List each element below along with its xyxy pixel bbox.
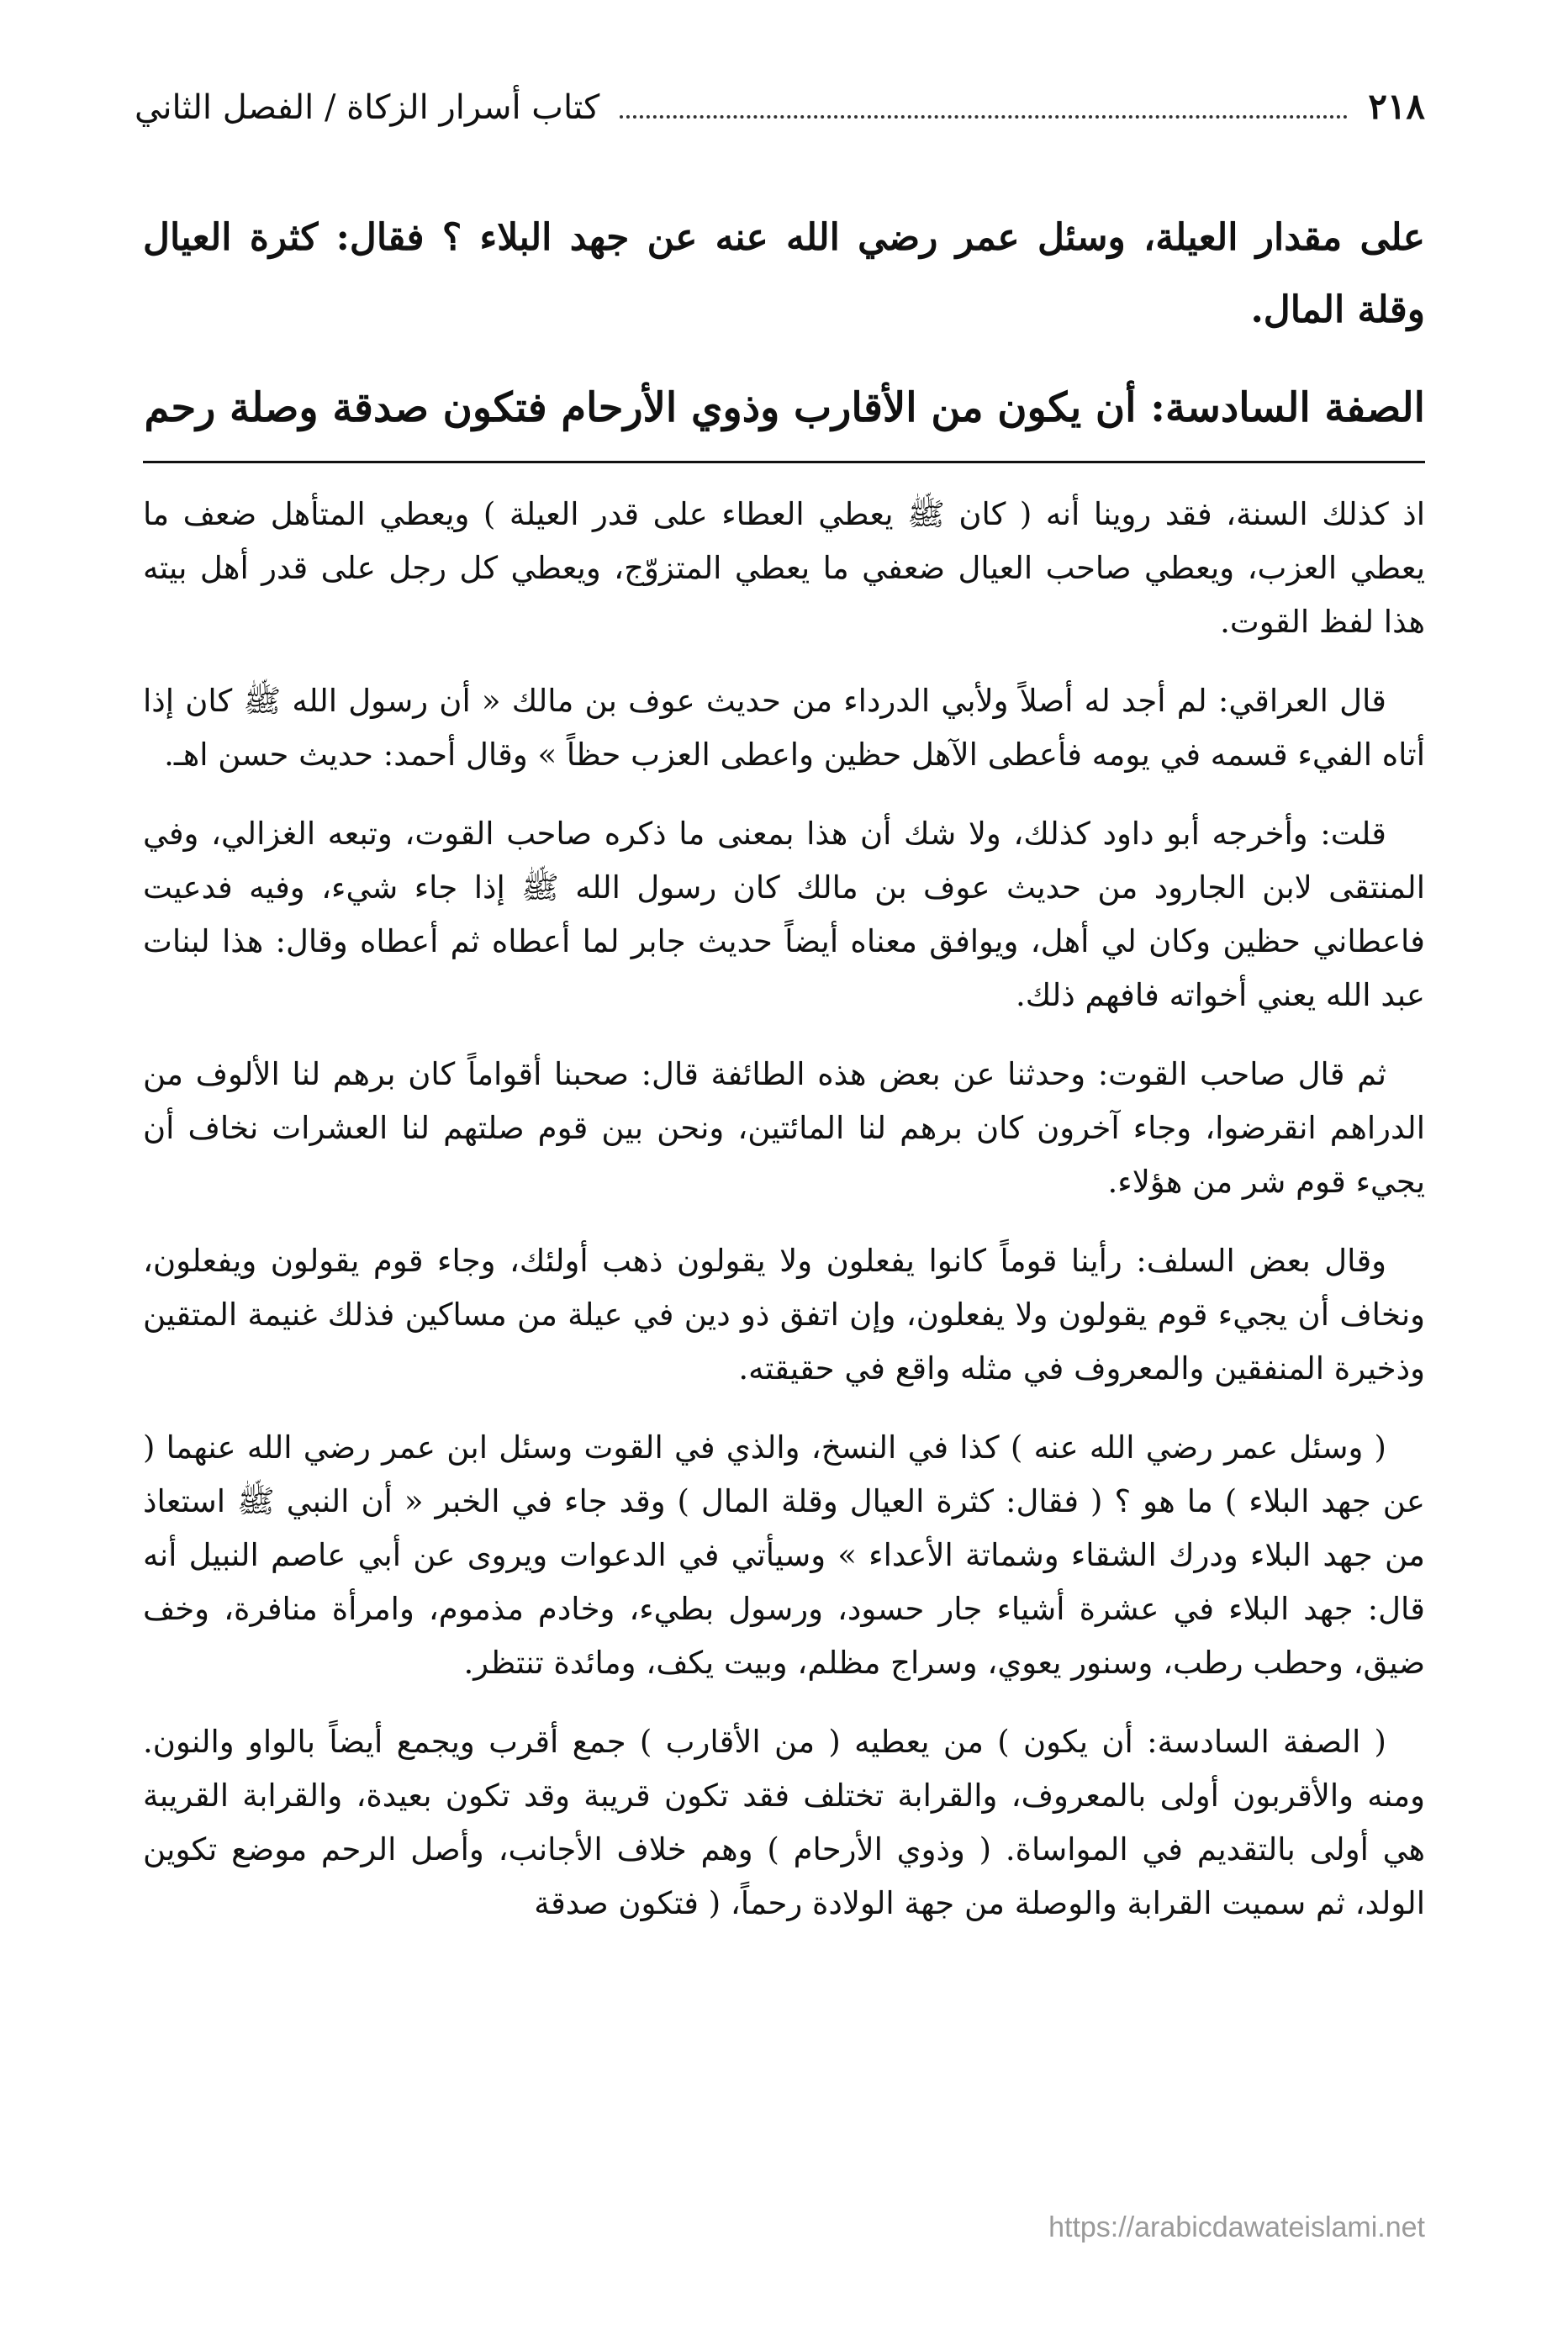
header-leader-dots <box>620 115 1348 119</box>
watermark-url: https://arabicdawateislami.net <box>1048 2211 1425 2243</box>
separator-rule <box>143 461 1425 463</box>
commentary-paragraph: قال العراقي: لم أجد له أصلاً ولأبي الدرداء من حديث عوف بن مالك « أن رسول الله ﷺ كان إذا أتاه الفيء قسمه في يومه فأعطى الآهل حظين واعطى العزب حظاً » وقال أحمد: حديث حسن اهـ. <box>143 683 1425 773</box>
main-text: على مقدار العيلة، وسئل عمر رضي الله عنه عن جهد البلاء ؟ فقال: كثرة العيال وقلة المال. <box>143 216 1425 331</box>
commentary-paragraph: قلت: وأخرجه أبو داود كذلك، ولا شك أن هذا بمعنى ما ذكره صاحب القوت، وتبعه الغزالي، وفي المنتقى لابن الجارود من حديث عوف بن مالك كان رسول الله ﷺ إذا جاء شيء، وفيه فدعيت فاعطاني حظين وكان لي أهل، ويوافق معناه أيضاً حديث جابر لما أعطاه ثم أعطاه وقال: هذا لبنات عبد الله يعني أخواته فافهم ذلك. <box>143 816 1425 1013</box>
commentary-paragraph: اذ كذلك السنة، فقد روينا أنه ( كان ﷺ يعطي العطاء على قدر العيلة ) ويعطي المتأهل ضعف ما يعطي العزب، ويعطي صاحب العيال ضعفي ما يعطي المتزوّج، ويعطي كل رجل على قدر أهل بيته هذا لفظ القوت. <box>143 496 1425 640</box>
commentary-paragraph: ثم قال صاحب القوت: وحدثنا عن بعض هذه الطائفة قال: صحبنا أقواماً كان برهم لنا الألوف من الدراهم انقرضوا، وجاء آخرون كان برهم لنا المائتين، ونحن بين قوم صلتهم لنا العشرات نخاف أن يجيء قوم شر من هؤلاء. <box>143 1056 1425 1200</box>
commentary-block <box>143 488 1425 1956</box>
section-heading: الصفة السادسة: أن يكون من الأقارب وذوي الأرحام فتكون صدقة وصلة رحم <box>144 384 1425 431</box>
commentary-paragraph: ( وسئل عمر رضي الله عنه ) كذا في النسخ، والذي في القوت وسئل ابن عمر رضي الله عنهما ( عن جهد البلاء ) ما هو ؟ ( فقال: كثرة العيال وقلة المال ) وقد جاء في الخبر « أن النبي ﷺ استعاذ من جهد البلاء ودرك الشقاء وشماتة الأعداء » وسيأتي في الدعوات ويروى عن أبي عاصم النبيل أنه قال: جهد البلاء في عشرة أشياء جار حسود، ورسول بطيء، وخادم مذموم، وامرأة منافرة، وخف ضيق، وحطب رطب، وسنور يعوي، وسراج مظلم، وبيت يكف، ومائدة تنتظر. <box>143 1429 1425 1681</box>
page-number: ٢١٨ <box>1368 86 1425 127</box>
running-header <box>135 86 1425 145</box>
header-title: كتاب أسرار الزكاة / الفصل الثاني <box>135 88 600 127</box>
commentary-paragraph: ( الصفة السادسة: أن يكون ) من يعطيه ( من الأقارب ) جمع أقرب ويجمع أيضاً بالواو والنون. ومنه والأقربون أولى بالمعروف، والقرابة تختلف فقد تكون قريبة وقد تكون بعيدة، والقرابة القريبة هي أولى بالتقديم في المواساة. ( وذوي الأرحام ) وهم خلاف الأجانب، وأصل الرحم موضع تكوين الولد، ثم سميت القرابة والوصلة من جهة الولادة رحماً، ( فتكون صدقة <box>143 1724 1425 1921</box>
commentary-paragraph: وقال بعض السلف: رأينا قوماً كانوا يفعلون ولا يقولون ذهب أولئك، وجاء قوم يقولون ويفعلون، ونخاف أن يجيء قوم يقولون ولا يفعلون، وإن اتفق ذو دين في عيلة من مساكين فذلك غنيمة المتقين وذخيرة المنفقين والمعروف في مثله واقع في حقيقته. <box>143 1243 1425 1387</box>
